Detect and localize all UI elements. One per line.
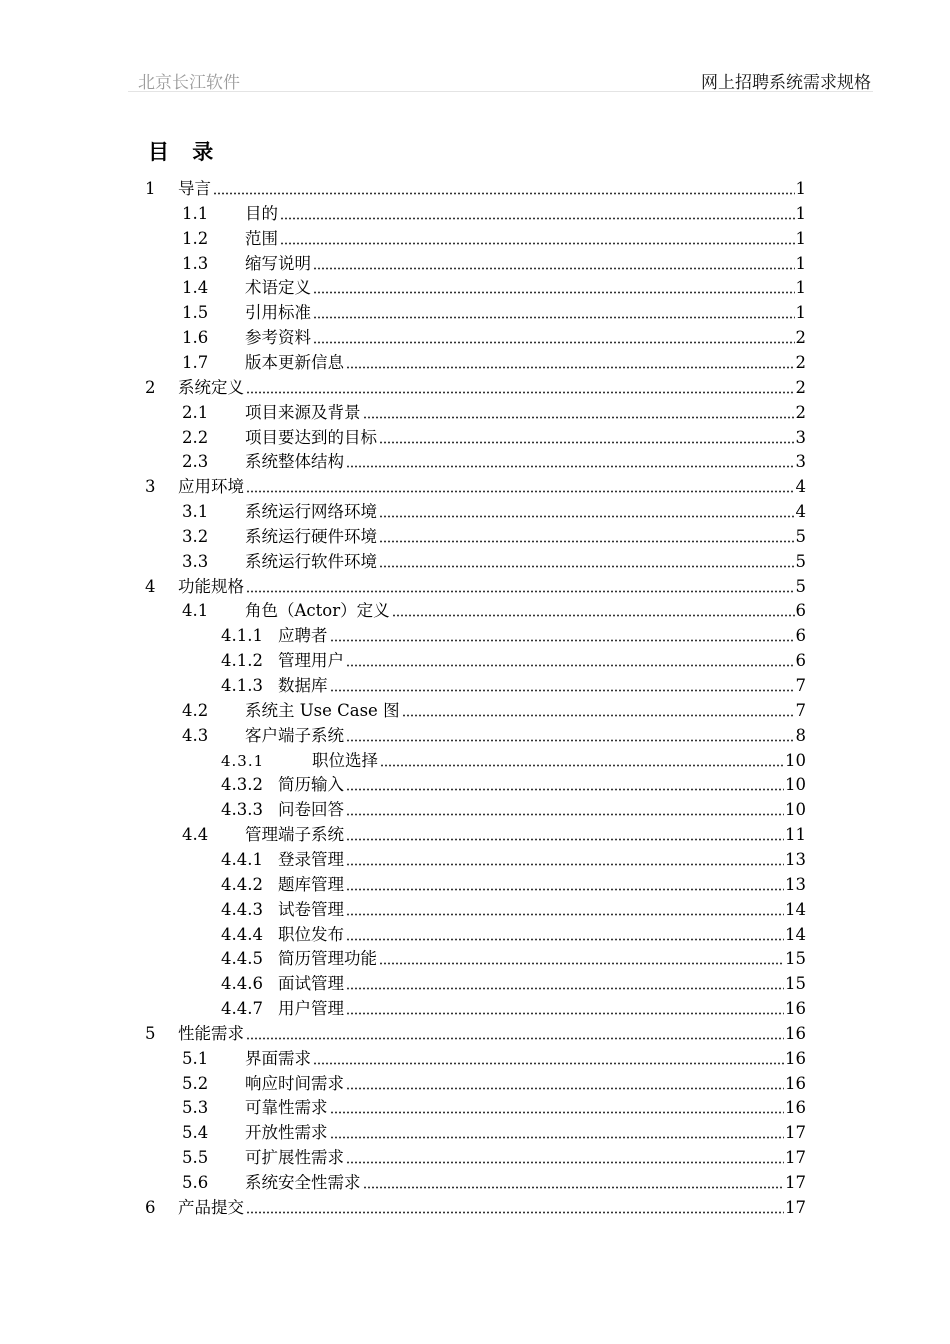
dot-leader [346, 938, 784, 941]
toc-entry-title: 功能规格 [178, 576, 244, 596]
toc-entry-title: 可靠性需求 [245, 1098, 328, 1118]
toc-entry-page: 6 [795, 651, 806, 671]
toc-entry-title: 面试管理 [278, 974, 344, 994]
dot-leader [363, 416, 795, 419]
toc-entry[interactable] [182, 497, 806, 522]
toc-entry-page: 4 [795, 477, 806, 497]
toc-entry[interactable] [182, 447, 806, 472]
toc-entry-page: 8 [795, 725, 806, 745]
toc-entry-title: 术语定义 [245, 278, 311, 298]
dot-leader [313, 291, 795, 294]
toc-entry-page: 6 [795, 626, 806, 646]
toc-entry-number: 1.6 [182, 328, 209, 348]
toc-entry-title: 问卷回答 [278, 800, 344, 820]
dot-leader [346, 739, 795, 742]
toc-entry-number: 1.3 [182, 253, 209, 273]
dot-leader [379, 515, 795, 518]
toc-entry-page: 5 [795, 526, 806, 546]
toc-entry-page: 16 [785, 1048, 806, 1068]
toc-entry-page: 15 [785, 949, 806, 969]
dot-leader [379, 441, 795, 444]
toc-entry[interactable] [182, 224, 806, 249]
toc-entry-page: 10 [785, 750, 806, 770]
toc-entry-title: 用户管理 [278, 999, 344, 1019]
toc-entry[interactable] [221, 944, 806, 969]
toc-entry[interactable] [145, 174, 806, 199]
toc-entry-page: 1 [795, 278, 806, 298]
toc-entry-page: 5 [795, 551, 806, 571]
toc-entry-title: 客户端子系统 [245, 725, 344, 745]
dot-leader [346, 863, 784, 866]
dot-leader [346, 913, 784, 916]
toc-entry[interactable] [221, 646, 806, 671]
dot-leader [346, 664, 795, 667]
toc-entry-title: 版本更新信息 [245, 352, 344, 372]
dot-leader [246, 1211, 784, 1214]
toc-entry-number: 2.2 [182, 427, 209, 447]
toc-entry[interactable] [182, 398, 806, 423]
toc-entry-title: 角色（Actor）定义 [245, 601, 390, 621]
company-name: 北京长江软件 [138, 73, 240, 93]
toc-entry-number: 3.1 [182, 502, 209, 522]
toc-entry-page: 17 [785, 1148, 806, 1168]
toc-entry-number: 1 [145, 179, 156, 198]
toc-entry-title: 开放性需求 [245, 1123, 328, 1143]
dot-leader [213, 192, 795, 195]
toc-entry[interactable] [182, 547, 806, 572]
toc-entry-number: 5.5 [182, 1148, 209, 1168]
toc-entry-page: 7 [795, 700, 806, 720]
toc-entry-page: 15 [785, 974, 806, 994]
toc-entry-page: 2 [795, 377, 806, 397]
toc-entry[interactable] [145, 1193, 806, 1218]
toc-entry-page: 5 [795, 576, 806, 596]
toc-entry[interactable] [182, 323, 806, 348]
toc-entry-title: 简历输入 [278, 775, 344, 795]
dot-leader [346, 465, 795, 468]
toc-entry-number: 1.2 [182, 228, 209, 248]
dot-leader [313, 341, 795, 344]
dot-leader [246, 391, 795, 394]
dot-leader [330, 689, 795, 692]
toc-entry-number: 4.4.6 [221, 974, 263, 994]
toc-entry[interactable] [182, 1118, 806, 1143]
toc-entry[interactable] [221, 770, 806, 795]
toc-entry-title: 导言 [178, 179, 211, 198]
toc-entry[interactable] [182, 1044, 806, 1069]
dot-leader [346, 813, 784, 816]
toc-entry[interactable] [221, 671, 806, 696]
toc-entry[interactable] [182, 199, 806, 224]
toc-entry-page: 1 [795, 228, 806, 248]
toc-entry-title: 职位选择 [312, 750, 378, 770]
toc-entry[interactable] [221, 795, 806, 820]
toc-entry-number: 4.1.2 [221, 651, 263, 671]
toc-entry-page: 14 [785, 899, 806, 919]
toc-entry[interactable] [182, 348, 806, 373]
toc-entry-number: 4.4.2 [221, 874, 263, 894]
dot-leader [330, 1136, 785, 1139]
toc-entry-title: 参考资料 [245, 328, 311, 348]
toc-entry-number: 5.1 [182, 1048, 209, 1068]
toc-entry-title: 试卷管理 [278, 899, 344, 919]
toc-entry[interactable] [221, 845, 806, 870]
toc-entry[interactable] [182, 249, 806, 274]
toc-entry-page: 17 [785, 1197, 806, 1217]
toc-entry-page: 13 [785, 874, 806, 894]
toc-entry-title: 管理用户 [278, 651, 344, 671]
dot-leader [346, 1012, 784, 1015]
toc-entry-number: 3.3 [182, 551, 209, 571]
dot-leader [280, 217, 795, 220]
toc-entry-page: 16 [785, 1098, 806, 1118]
dot-leader [346, 987, 784, 990]
dot-leader [246, 490, 795, 493]
toc-entry-page: 16 [785, 1073, 806, 1093]
toc-entry[interactable] [182, 1069, 806, 1094]
toc-entry-title: 题库管理 [278, 874, 344, 894]
dot-leader [330, 1111, 785, 1114]
toc-entry-page: 7 [795, 676, 806, 695]
dot-leader [379, 962, 784, 965]
document-title: 网上招聘系统需求规格 [701, 73, 871, 93]
toc-entry[interactable] [221, 994, 806, 1019]
dot-leader [402, 714, 795, 717]
toc-entry-number: 4.3 [182, 725, 209, 745]
toc-entry-page: 1 [795, 203, 806, 223]
toc-entry-number: 4.4.1 [221, 849, 263, 869]
toc-entry-number: 4.4 [182, 825, 209, 845]
toc-entry-page: 17 [785, 1123, 806, 1143]
toc-entry-page: 11 [785, 825, 806, 845]
toc-entry-page: 3 [795, 427, 806, 447]
dot-leader [346, 788, 784, 791]
toc-entry-number: 2.1 [182, 402, 209, 422]
dot-leader [313, 316, 795, 319]
toc-entry-number: 3 [145, 477, 156, 497]
dot-leader [330, 639, 795, 642]
toc-entry-title: 界面需求 [245, 1048, 311, 1068]
toc-entry[interactable] [182, 696, 806, 721]
toc-entry-number: 4.3.1 [221, 751, 265, 770]
toc-entry-number: 2.3 [182, 452, 209, 472]
dot-leader [346, 1087, 784, 1090]
toc-entry-number: 4.4.7 [221, 999, 263, 1019]
toc-entry[interactable] [182, 298, 806, 323]
toc-entry-title: 职位发布 [278, 924, 344, 944]
toc-entry-number: 1.4 [182, 278, 209, 298]
toc-entry-title: 系统主 Use Case 图 [245, 700, 400, 720]
toc-entry-number: 2 [145, 377, 156, 397]
toc-entry[interactable] [145, 373, 806, 398]
toc-entry-number: 1.1 [182, 203, 209, 223]
toc-entry-title: 可扩展性需求 [245, 1148, 344, 1168]
page-header [128, 64, 873, 92]
toc-entry-page: 6 [795, 601, 806, 621]
toc-entry-number: 4.3.2 [221, 775, 263, 795]
toc-entry-title: 产品提交 [178, 1197, 244, 1217]
toc-entry[interactable] [221, 870, 806, 895]
toc-entry-title: 引用标准 [245, 303, 311, 323]
toc-entry-page: 4 [795, 502, 806, 522]
toc-entry-title: 系统运行网络环境 [245, 502, 377, 522]
toc-entry[interactable] [182, 596, 806, 621]
toc-entry-page: 2 [795, 328, 806, 348]
toc-entry[interactable] [182, 522, 806, 547]
toc-entry-page: 1 [795, 253, 806, 273]
toc-entry-title: 管理端子系统 [245, 825, 344, 845]
toc-entry-page: 1 [795, 303, 806, 323]
toc-entry-page: 10 [785, 775, 806, 795]
toc-entry-number: 4.3.3 [221, 800, 263, 820]
dot-leader [346, 366, 795, 369]
toc-entry[interactable] [221, 969, 806, 994]
toc-entry-title: 系统运行硬件环境 [245, 526, 377, 546]
toc-entry-title: 响应时间需求 [245, 1073, 344, 1093]
toc-entry-number: 4.2 [182, 700, 209, 720]
toc-entry[interactable] [221, 895, 806, 920]
toc-entry-title: 系统安全性需求 [245, 1173, 361, 1192]
toc-entry-title: 简历管理功能 [278, 949, 377, 969]
dot-leader [346, 1161, 784, 1164]
toc-entry-title: 缩写说明 [245, 253, 311, 273]
toc-entry-number: 5 [145, 1023, 156, 1043]
toc-entry-number: 5.2 [182, 1073, 209, 1093]
toc-entry-title: 登录管理 [278, 849, 344, 869]
dot-leader [313, 267, 795, 270]
toc-entry[interactable] [182, 820, 806, 845]
toc-entry-page: 10 [785, 800, 806, 820]
toc-entry-page: 1 [795, 179, 806, 198]
toc-entry-number: 6 [145, 1197, 156, 1217]
dot-leader [313, 1062, 784, 1065]
dot-leader [246, 590, 795, 593]
dot-leader [280, 242, 795, 245]
toc-entry-title: 系统运行软件环境 [245, 551, 377, 571]
toc-entry-number: 4.4.3 [221, 899, 263, 919]
toc-entry-title: 应用环境 [178, 477, 244, 497]
toc-heading: 目 录 [148, 140, 222, 164]
toc-entry-title: 目的 [245, 203, 278, 223]
toc-entry[interactable] [182, 423, 806, 448]
toc-entry[interactable] [182, 1093, 806, 1118]
toc-entry-title: 性能需求 [178, 1023, 244, 1043]
toc-entry-number: 3.2 [182, 526, 209, 546]
toc-entry-number: 5.6 [182, 1173, 209, 1192]
toc-entry-page: 16 [785, 1023, 806, 1043]
toc-entry-number: 4.4.5 [221, 949, 263, 969]
dot-leader [380, 764, 784, 767]
toc-entry-number: 5.4 [182, 1123, 209, 1143]
toc-entry-title: 应聘者 [278, 626, 328, 646]
toc-entry[interactable] [221, 746, 806, 771]
toc-entry-page: 16 [785, 999, 806, 1019]
toc-entry-title: 系统整体结构 [245, 452, 344, 472]
dot-leader [379, 565, 795, 568]
dot-leader [246, 1037, 784, 1040]
dot-leader [392, 614, 795, 617]
toc-entry[interactable] [145, 472, 806, 497]
toc-entry[interactable] [145, 572, 806, 597]
toc-entry-page: 14 [785, 924, 806, 944]
toc-entry-title: 范围 [245, 228, 278, 248]
toc-entry-page: 17 [785, 1173, 806, 1192]
toc-entry[interactable] [221, 621, 806, 646]
dot-leader [379, 540, 795, 543]
toc-entry[interactable] [182, 1168, 806, 1193]
dot-leader [363, 1186, 785, 1189]
toc-entry[interactable] [221, 920, 806, 945]
toc-entry-page: 3 [795, 452, 806, 472]
toc-entry-number: 5.3 [182, 1098, 209, 1118]
toc-entry-number: 4.1.1 [221, 626, 263, 646]
dot-leader [346, 888, 784, 891]
toc-entry-number: 4.4.4 [221, 924, 263, 944]
toc-entry-number: 4.1 [182, 601, 209, 621]
toc-entry[interactable] [182, 721, 806, 746]
toc-entry-title: 系统定义 [178, 377, 244, 397]
toc-entry-number: 1.5 [182, 303, 209, 323]
toc-entry-page: 2 [795, 352, 806, 372]
toc-entry-title: 项目要达到的目标 [245, 427, 377, 447]
toc-entry-number: 1.7 [182, 352, 209, 372]
toc-entry-title: 数据库 [278, 676, 328, 695]
toc-entry-number: 4.1.3 [221, 676, 263, 695]
toc-entry-number: 4 [145, 576, 156, 596]
toc-entry-page: 2 [795, 402, 806, 422]
toc-entry[interactable] [145, 1019, 806, 1044]
toc-entry[interactable] [182, 1143, 806, 1168]
dot-leader [346, 838, 784, 841]
toc-entry-page: 13 [785, 849, 806, 869]
toc-entry-title: 项目来源及背景 [245, 402, 361, 422]
toc-entry[interactable] [182, 273, 806, 298]
